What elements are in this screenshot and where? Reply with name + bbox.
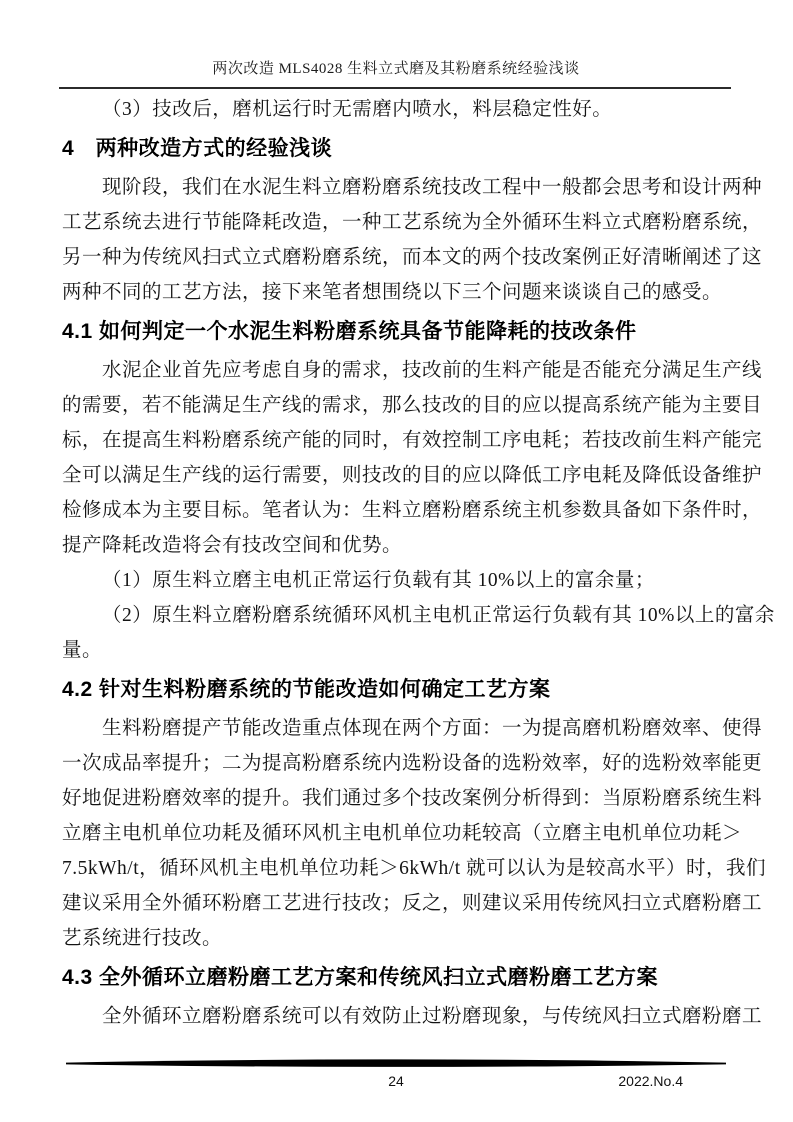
body-line: （3）技改后，磨机运行时无需磨内喷水，料层稳定性好。 bbox=[102, 99, 613, 120]
body-line: 的需要，若不能满足生产线的需求，那么技改的目的应以提高系统产能为主要目 bbox=[62, 395, 763, 416]
page-number: 24 bbox=[388, 1073, 404, 1089]
section-heading-4-1: 4.1 如何判定一个水泥生料粉磨系统具备节能降耗的技改条件 bbox=[62, 320, 637, 343]
body-line: 一次成品率提升；二为提高粉磨系统内选粉设备的选粉效率，好的选粉效率能更 bbox=[62, 753, 763, 774]
body-line: 标，在提高生料粉磨系统产能的同时，有效控制工序电耗；若技改前生料产能完 bbox=[62, 430, 763, 451]
section-heading-4-3: 4.3 全外循环立磨粉磨工艺方案和传统风扫立式磨粉磨工艺方案 bbox=[62, 966, 659, 989]
body-line: 艺系统进行技改。 bbox=[62, 928, 223, 949]
body-line: 现阶段，我们在水泥生料立磨粉磨系统技改工程中一般都会思考和设计两种 bbox=[102, 177, 763, 198]
body-line: 立磨主电机单位功耗及循环风机主电机单位功耗较高（立磨主电机单位功耗＞ bbox=[62, 823, 743, 844]
article-body bbox=[62, 92, 775, 1034]
body-line: 两种不同的工艺方法，接下来笔者想围绕以下三个问题来谈谈自己的感受。 bbox=[62, 282, 723, 303]
footer-ornament bbox=[66, 1058, 726, 1070]
section-heading-4-2: 4.2 针对生料粉磨系统的节能改造如何确定工艺方案 bbox=[62, 678, 551, 701]
body-line: 量。 bbox=[62, 640, 103, 661]
header-rule bbox=[59, 87, 731, 89]
body-line: 水泥企业首先应考虑自身的需求，技改前的生料产能是否能充分满足生产线 bbox=[102, 360, 763, 381]
body-line: 提产降耗改造将会有技改空间和优势。 bbox=[62, 535, 403, 556]
issue-label: 2022.No.4 bbox=[618, 1073, 683, 1089]
body-line: 建议采用全外循环粉磨工艺进行技改；反之，则建议采用传统风扫立式磨粉磨工 bbox=[62, 893, 763, 914]
list-item-1: （1）原生料立磨主电机正常运行负载有其 10%以上的富余量； bbox=[102, 570, 655, 591]
body-line: 检修成本为主要目标。笔者认为：生料立磨粉磨系统主机参数具备如下条件时， bbox=[62, 500, 763, 521]
body-line: 7.5kWh/t，循环风机主电机单位功耗＞6kWh/t 就可以认为是较高水平）时，我们 bbox=[62, 858, 766, 879]
list-item-2: （2）原生料立磨粉磨系统循环风机主电机正常运行负载有其 10%以上的富余 bbox=[102, 605, 775, 626]
body-line: 工艺系统去进行节能降耗改造，一种工艺系统为全外循环生料立式磨粉磨系统， bbox=[62, 212, 763, 233]
running-header-title: 两次改造 MLS4028 生料立式磨及其粉磨系统经验浅谈 bbox=[212, 61, 580, 77]
section-heading-4: 4 两种改造方式的经验浅谈 bbox=[62, 137, 333, 160]
body-line: 全可以满足生产线的运行需要，则技改的目的应以降低工序电耗及降低设备维护 bbox=[62, 465, 763, 486]
body-line: 生料粉磨提产节能改造重点体现在两个方面：一为提高磨机粉磨效率、使得 bbox=[102, 718, 763, 739]
body-line: 全外循环立磨粉磨系统可以有效防止过粉磨现象，与传统风扫立式磨粉磨工 bbox=[102, 1006, 763, 1027]
body-line: 好地促进粉磨效率的提升。我们通过多个技改案例分析得到：当原粉磨系统生料 bbox=[62, 788, 763, 809]
body-line: 另一种为传统风扫式立式磨粉磨系统，而本文的两个技改案例正好清晰阐述了这 bbox=[62, 247, 763, 268]
